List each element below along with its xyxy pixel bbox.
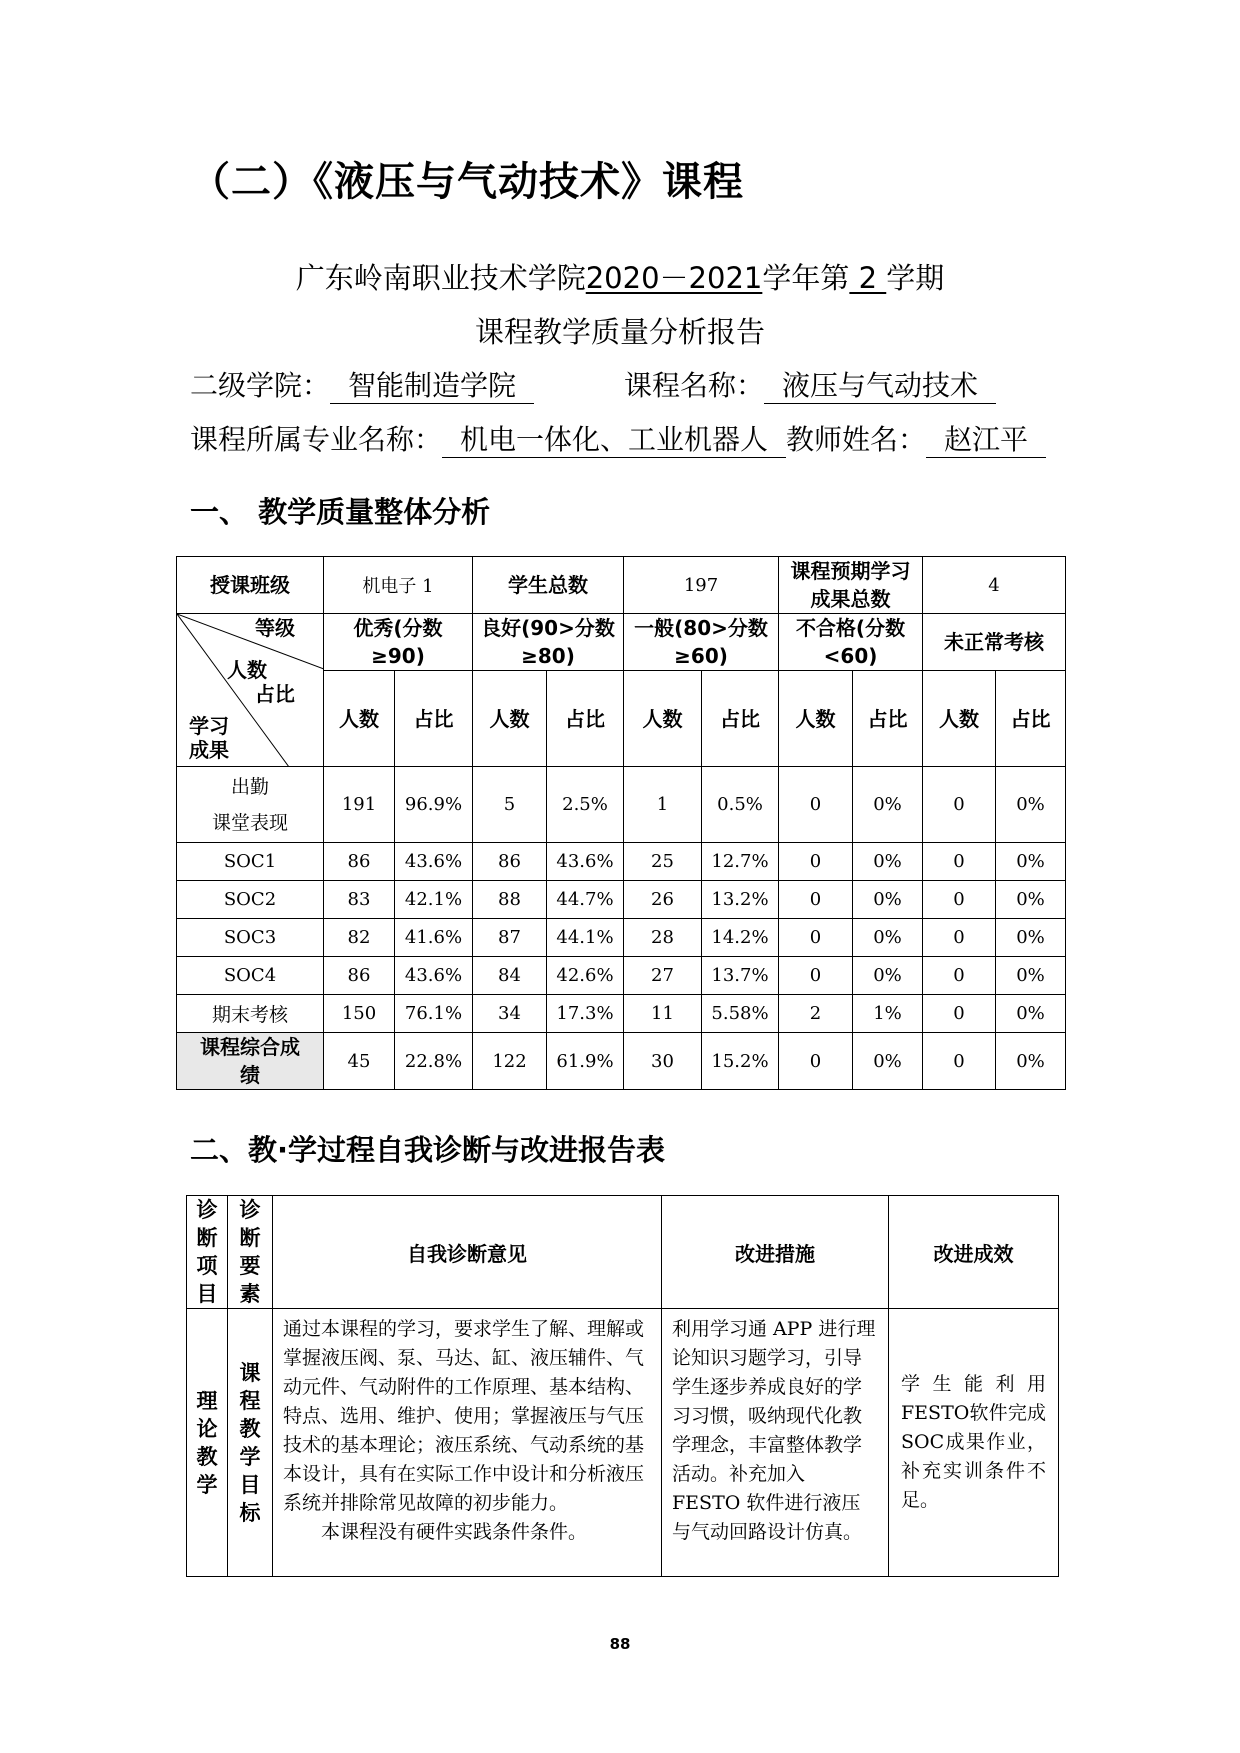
cell: 0 (779, 881, 853, 919)
grade-good: 良好(90>分数≥80) (473, 614, 624, 671)
college-value: 智能制造学院 (330, 369, 534, 404)
table-row (187, 1309, 1059, 1577)
course-label: 课程名称： (624, 369, 765, 402)
cell: 0% (853, 767, 923, 843)
cell: 0 (779, 843, 853, 881)
teacher-label: 教师姓名： (786, 423, 927, 456)
grade-fail: 不合格(分数<60) (779, 614, 923, 671)
cell: 0.5% (702, 767, 779, 843)
report-term: 2 (849, 261, 887, 295)
cell: 0 (923, 843, 996, 881)
cell: 83 (324, 881, 395, 919)
info-line-2 (190, 418, 1046, 458)
info-line-1 (190, 364, 996, 404)
cell: 14.2% (702, 919, 779, 957)
header-diagnosis-item: 诊 断 项 目 (187, 1196, 228, 1309)
cell: 0 (923, 881, 996, 919)
count-header: 人数 (324, 671, 395, 767)
cell: 61.9% (547, 1033, 624, 1090)
cell: 0% (996, 957, 1066, 995)
section2-title: 二、教·学过程自我诊断与改进报告表 (190, 1133, 666, 1167)
ratio-header: 占比 (547, 671, 624, 767)
cell: 0% (996, 767, 1066, 843)
cell: 28 (624, 919, 702, 957)
cell: 82 (324, 919, 395, 957)
cell: 76.1% (395, 995, 473, 1033)
opinion-text: 通过本课程的学习，要求学生了解、理解或掌握液压阀、泵、马达、缸、液压辅件、气动元件、气动附件的工作原理、基本结构、特点、选用、维护、使用；掌握液压与气压技术的基本理论；液压系统、气动系统的基本设计，具有在实际工作中设计和分析液压系统并排除常见故障的初步能力。 (283, 1318, 645, 1514)
cell: 22.8% (395, 1033, 473, 1090)
cell: 43.6% (395, 843, 473, 881)
grade-not-assessed: 未正常考核 (923, 614, 1066, 671)
count-header: 人数 (624, 671, 702, 767)
diagnosis-element: 课 程 教 学 目 标 (228, 1309, 273, 1577)
cell: 2.5% (547, 767, 624, 843)
cell: 0% (996, 1033, 1066, 1090)
cell: 0% (853, 919, 923, 957)
table-row-total (177, 1033, 1066, 1090)
improvement-effect: 学生能利用FESTO软件完成SOC成果作业，补充实训条件不足。 (889, 1309, 1059, 1577)
total-row-label: 课程综合成绩 (177, 1033, 324, 1090)
major-label: 课程所属专业名称： (190, 423, 443, 456)
cell: 27 (624, 957, 702, 995)
improvement-measures: 利用学习通 APP 进行理论知识习题学习，引导学生逐步养成良好的学习习惯，吸纳现代化教学理念，丰富整体教学活动。补充加入 FESTO 软件进行液压与气动回路设计仿真。 (662, 1309, 889, 1577)
table-row (177, 843, 1066, 881)
header-self-diagnosis: 自我诊断意见 (273, 1196, 662, 1309)
cell: 17.3% (547, 995, 624, 1033)
table-row (177, 767, 1066, 843)
cell: 0% (996, 995, 1066, 1033)
section1-title: 一、 教学质量整体分析 (190, 495, 491, 529)
cell: 44.7% (547, 881, 624, 919)
corner-header-cell (177, 614, 324, 767)
corner-grade-label: 等级 (255, 616, 295, 640)
cell: 0 (923, 1033, 996, 1090)
cell: 191 (324, 767, 395, 843)
class-value: 机电子 1 (324, 557, 473, 614)
cell: 13.7% (702, 957, 779, 995)
corner-outcome-label: 学习 成果 (189, 714, 229, 762)
cell: 13.2% (702, 881, 779, 919)
table-row (177, 957, 1066, 995)
cell: 30 (624, 1033, 702, 1090)
cell: 25 (624, 843, 702, 881)
cell: 41.6% (395, 919, 473, 957)
cell: 0% (853, 881, 923, 919)
opinion-extra-text: 本课程没有硬件实践条件条件。 (321, 1521, 588, 1543)
cell: 0 (923, 995, 996, 1033)
outcomes-label: 课程预期学习成果总数 (779, 557, 923, 614)
course-value: 液压与气动技术 (764, 369, 996, 404)
cell: 2 (779, 995, 853, 1033)
count-header: 人数 (473, 671, 547, 767)
header-improvement-effect: 改进成效 (889, 1196, 1059, 1309)
cell: 45 (324, 1033, 395, 1090)
cell: 87 (473, 919, 547, 957)
cell: 26 (624, 881, 702, 919)
cell: 84 (473, 957, 547, 995)
report-school: 广东岭南职业技术学院 (295, 261, 586, 295)
cell: 0 (923, 767, 996, 843)
cell: 0 (923, 919, 996, 957)
page-heading: （二）《液压与气动技术》课程 (190, 159, 744, 205)
ratio-header: 占比 (996, 671, 1066, 767)
cell: 0% (853, 957, 923, 995)
diagnosis-table (186, 1195, 1059, 1577)
cell: 42.6% (547, 957, 624, 995)
college-label: 二级学院： (190, 369, 331, 402)
cell: 15.2% (702, 1033, 779, 1090)
cell: 44.1% (547, 919, 624, 957)
header-diagnosis-element: 诊 断 要 素 (228, 1196, 273, 1309)
report-title-line2: 课程教学质量分析报告 (474, 315, 765, 349)
ratio-header: 占比 (395, 671, 473, 767)
self-diagnosis-opinion (273, 1309, 662, 1577)
teacher-value: 赵江平 (926, 423, 1046, 458)
grade-excellent: 优秀(分数≥90) (324, 614, 473, 671)
cell: 0% (996, 843, 1066, 881)
students-label: 学生总数 (473, 557, 624, 614)
cell: 150 (324, 995, 395, 1033)
row-label: 出勤 课堂表现 (177, 767, 324, 843)
page-number: 88 (609, 1635, 631, 1653)
report-term-suffix: 学期 (886, 261, 945, 295)
cell: 5.58% (702, 995, 779, 1033)
grade-pass: 一般(80>分数≥60) (624, 614, 779, 671)
cell: 0% (853, 1033, 923, 1090)
report-years: 2020－2021 (585, 261, 763, 295)
cell: 42.1% (395, 881, 473, 919)
cell: 1% (853, 995, 923, 1033)
row-label: 期末考核 (177, 995, 324, 1033)
row-label: SOC2 (177, 881, 324, 919)
students-value: 197 (624, 557, 779, 614)
cell: 0% (853, 843, 923, 881)
cell: 0% (996, 919, 1066, 957)
ratio-header: 占比 (853, 671, 923, 767)
cell: 0 (779, 957, 853, 995)
cell: 0 (779, 919, 853, 957)
cell: 86 (324, 843, 395, 881)
table-row (177, 995, 1066, 1033)
table-row (177, 881, 1066, 919)
report-year-suffix: 学年第 (762, 261, 850, 295)
cell: 43.6% (547, 843, 624, 881)
diagnosis-item: 理 论 教 学 (187, 1309, 228, 1577)
cell: 1 (624, 767, 702, 843)
row-label: SOC3 (177, 919, 324, 957)
cell: 11 (624, 995, 702, 1033)
cell: 122 (473, 1033, 547, 1090)
row-label: SOC4 (177, 957, 324, 995)
report-title-line1 (0, 256, 1240, 297)
cell: 0 (779, 767, 853, 843)
cell: 88 (473, 881, 547, 919)
class-label: 授课班级 (177, 557, 324, 614)
cell: 86 (324, 957, 395, 995)
cell: 12.7% (702, 843, 779, 881)
row-label: SOC1 (177, 843, 324, 881)
outcomes-value: 4 (923, 557, 1066, 614)
major-value: 机电一体化、工业机器人 (442, 423, 786, 458)
cell: 0 (779, 1033, 853, 1090)
cell: 34 (473, 995, 547, 1033)
cell: 96.9% (395, 767, 473, 843)
header-improvement-measures: 改进措施 (662, 1196, 889, 1309)
cell: 86 (473, 843, 547, 881)
table-row (177, 919, 1066, 957)
cell: 43.6% (395, 957, 473, 995)
cell: 5 (473, 767, 547, 843)
count-header: 人数 (779, 671, 853, 767)
cell: 0% (996, 881, 1066, 919)
quality-analysis-table (176, 556, 1066, 1090)
corner-count-ratio-label: 人数 占比 (227, 658, 295, 706)
ratio-header: 占比 (702, 671, 779, 767)
count-header: 人数 (923, 671, 996, 767)
cell: 0 (923, 957, 996, 995)
